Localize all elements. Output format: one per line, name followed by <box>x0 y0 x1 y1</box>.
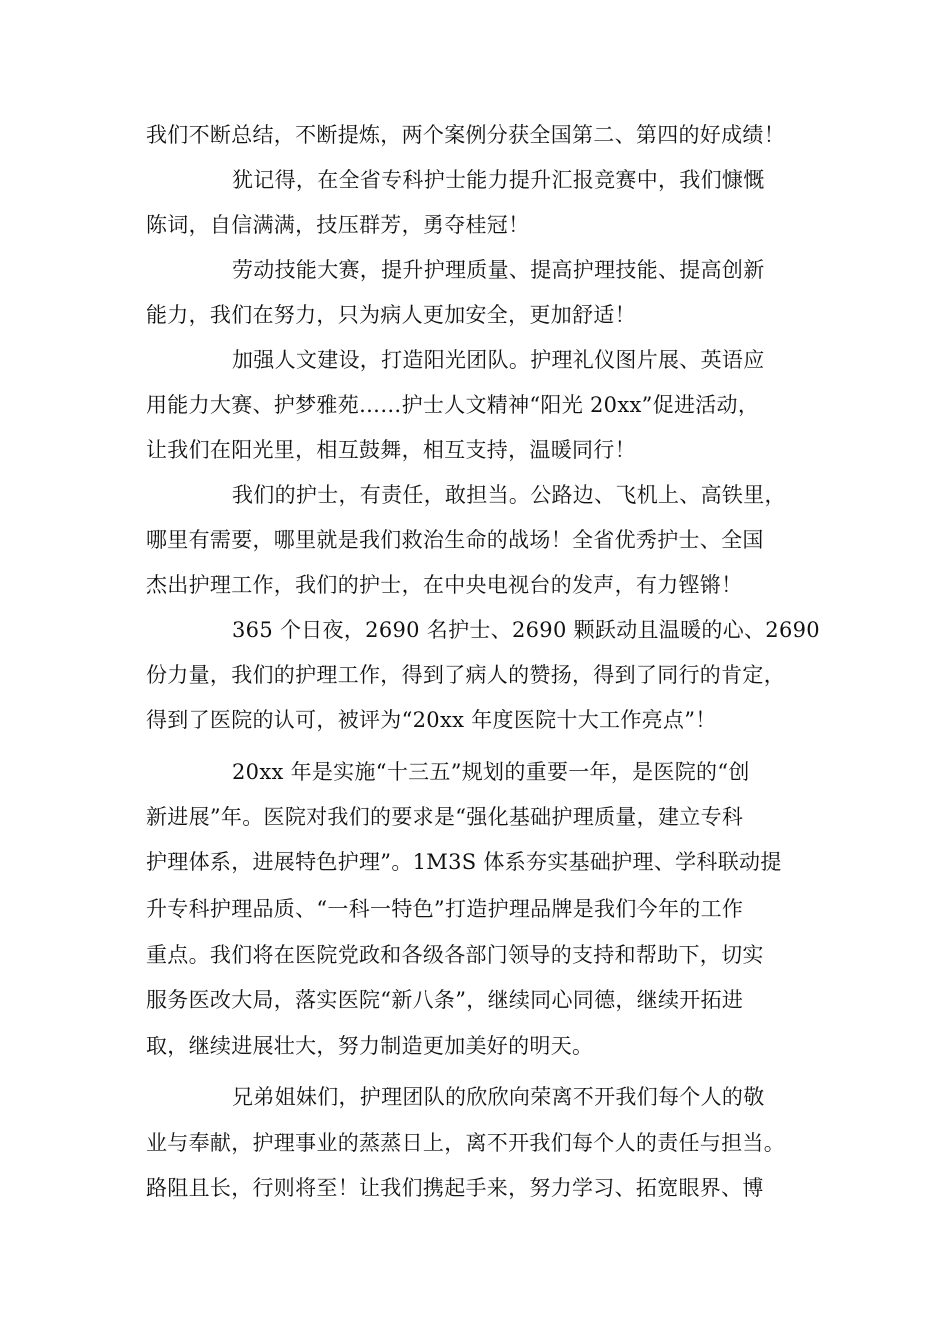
text-line: 陈词，自信满满，技压群芳，勇夺桂冠！ <box>146 213 530 237</box>
text-line: 兄弟姐妹们，护理团队的欣欣向荣离不开我们每个人的敬 <box>232 1085 765 1109</box>
text-line: 365 个日夜，2690 名护士、2690 颗跃动且温暖的心、2690 <box>232 618 820 642</box>
text-line: 哪里有需要，哪里就是我们救治生命的战场！全省优秀护士、全国 <box>146 528 764 552</box>
text-line: 业与奉献，护理事业的蒸蒸日上，离不开我们每个人的责任与担当。 <box>146 1131 785 1155</box>
text-line: 我们不断总结，不断提炼，两个案例分获全国第二、第四的好成绩！ <box>146 123 785 147</box>
text-line: 路阻且长，行则将至！让我们携起手来，努力学习、拓宽眼界、博 <box>146 1176 764 1200</box>
text-line: 新进展”年。医院对我们的要求是“强化基础护理质量，建立专科 <box>146 805 744 829</box>
text-line: 20xx 年是实施“十三五”规划的重要一年，是医院的“创 <box>232 760 750 784</box>
text-line: 加强人文建设，打造阳光团队。护理礼仪图片展、英语应 <box>232 348 765 372</box>
text-line: 用能力大赛、护梦雅苑……护士人文精神“阳光 20xx”促进活动， <box>146 393 760 417</box>
text-line: 得到了医院的认可，被评为“20xx 年度医院十大工作亮点”！ <box>146 708 717 732</box>
text-line: 护理体系，进展特色护理”。1M3S 体系夯实基础护理、学科联动提 <box>146 850 782 874</box>
text-line: 升专科护理品质、“一科一特色”打造护理品牌是我们今年的工作 <box>146 897 744 921</box>
text-line: 劳动技能大赛，提升护理质量、提高护理技能、提高创新 <box>232 258 765 282</box>
text-line: 犹记得，在全省专科护士能力提升汇报竞赛中，我们慷慨 <box>232 168 765 192</box>
text-line: 重点。我们将在医院党政和各级各部门领导的支持和帮助下，切实 <box>146 943 764 967</box>
text-line: 杰出护理工作，我们的护士，在中央电视台的发声，有力铿锵！ <box>146 573 743 597</box>
text-line: 份力量，我们的护理工作，得到了病人的赞扬，得到了同行的肯定， <box>146 663 785 687</box>
text-line: 取，继续进展壮大，努力制造更加美好的明天。 <box>146 1034 594 1058</box>
text-line: 服务医改大局，落实医院“新八条”，继续同心同德，继续开拓进 <box>146 988 744 1012</box>
text-line: 让我们在阳光里，相互鼓舞，相互支持，温暖同行！ <box>146 438 636 462</box>
text-line: 能力，我们在努力，只为病人更加安全，更加舒适！ <box>146 303 636 327</box>
text-line: 我们的护士，有责任，敢担当。公路边、飞机上、高铁里， <box>232 483 786 507</box>
